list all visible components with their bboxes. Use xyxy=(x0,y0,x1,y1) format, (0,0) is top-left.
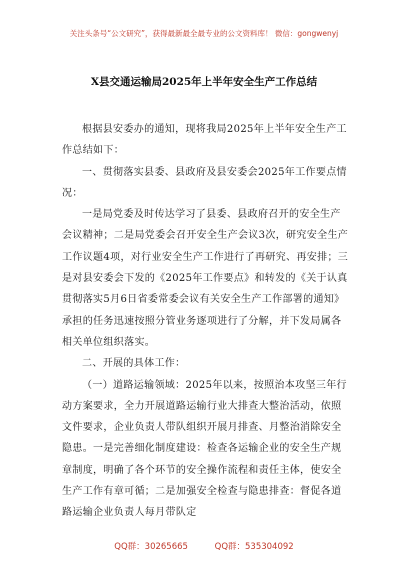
paragraph-section-1-content: 一是局党委及时传达学习了县委、县政府召开的安全生产会议精神；二是局党委会召开安全生产会议3次，研究安全生产工作议题4项，对行业安全生产工作进行了再研究、再安排；三是对县安委会下发的《2025年工作要点》和转发的《关于认真贯彻落实5月6日省委常委会议有关安全生产工作部署的通知》承担的任务迅速按照分管业务逐项进行了分解，并下发局属各相关单位组织落实。 xyxy=(62,209,349,348)
header-promo-note: 关注头条号“公文研究”，获得最新最全最专业的公文资料库！ 微信：gongwenyj xyxy=(69,29,339,38)
paragraph-intro: 根据县安委办的通知，现将我局2025年上半年安全生产工作总结如下： xyxy=(62,124,347,157)
qq-group-1: QQ群：30265665 xyxy=(114,542,188,552)
footer-qq-groups xyxy=(0,540,408,552)
qq-group-2: QQ群：535304092 xyxy=(214,542,294,552)
paragraph-road-transport: （一）道路运输领域：2025年以来，按照治本攻坚三年行动方案要求，全力开展道路运输行业大排查大整治活动，依照文件要求，企业负责人带队组织开展月排查、月整治消除安全隐患。一是完善细化制度建设：检查各运输企业的安全生产规章制度，明确了各个环节的安全操作流程和责任主体，使安全生产工作有章可循；二是加强安全检查与隐患排查：督促各道路运输企业负责人每月带队定 xyxy=(62,379,347,519)
document-title: X县交通运输局2025年上半年安全生产工作总结 xyxy=(90,76,318,88)
paragraph-section-1-heading: 一、贯彻落实县委、县政府及县安委会2025年工作要点情况： xyxy=(62,166,347,199)
paragraph-section-2-heading: 二、开展的具体工作： xyxy=(82,358,186,370)
document-body xyxy=(62,119,350,524)
